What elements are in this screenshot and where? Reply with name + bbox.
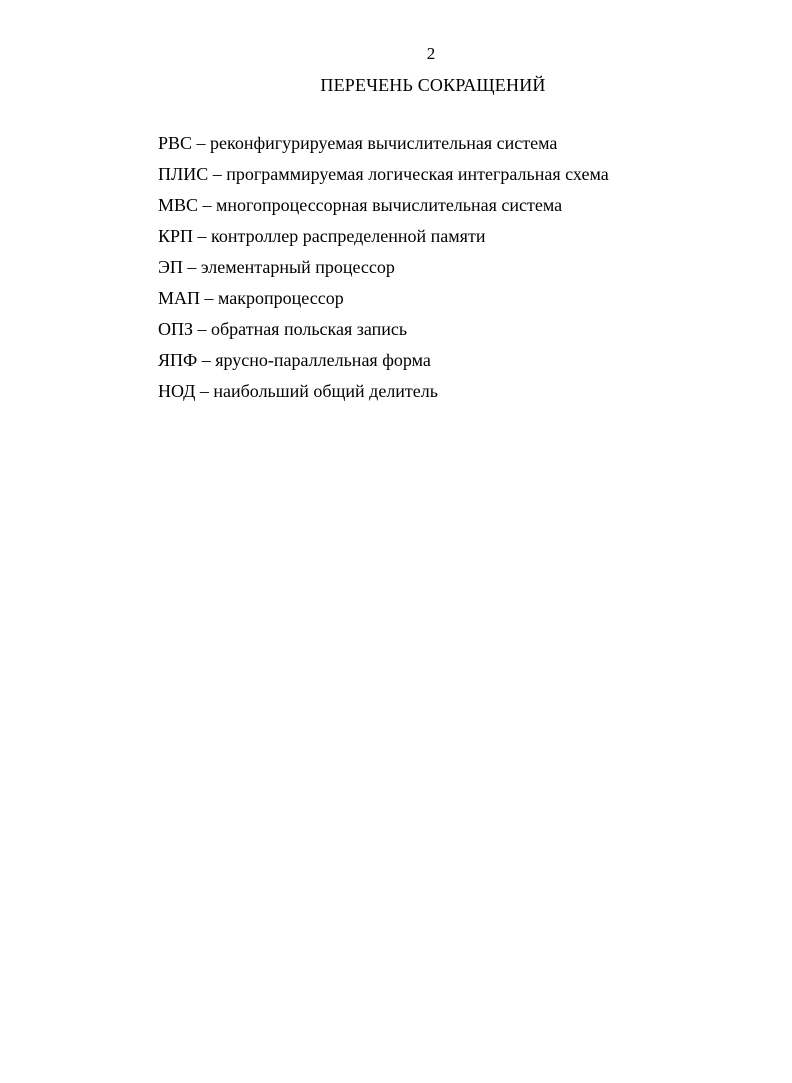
abbreviation-term: КРП — [158, 226, 194, 246]
abbreviation-separator: – — [202, 195, 212, 215]
abbreviation-item — [158, 376, 609, 407]
abbreviation-item — [158, 128, 609, 159]
abbreviation-term: ОПЗ — [158, 319, 194, 339]
abbreviation-separator: – — [199, 381, 209, 401]
abbreviation-term: НОД — [158, 381, 196, 401]
abbreviation-item — [158, 283, 609, 314]
page-number: 2 — [426, 44, 436, 63]
abbreviation-definition: ярусно-параллельная форма — [215, 350, 431, 370]
abbreviation-term: МАП — [158, 288, 201, 308]
abbreviation-definition: наибольший общий делитель — [213, 381, 438, 401]
abbreviation-item — [158, 159, 609, 190]
page-title: ПЕРЕЧЕНЬ СОКРАЩЕНИЙ — [320, 75, 546, 95]
abbreviation-term: ЯПФ — [158, 350, 198, 370]
abbreviation-separator: – — [212, 164, 222, 184]
abbreviation-item — [158, 252, 609, 283]
abbreviation-definition: программируемая логическая интегральная схема — [226, 164, 609, 184]
abbreviation-separator: – — [187, 257, 197, 277]
abbreviation-separator: – — [197, 319, 207, 339]
abbreviation-definition: реконфигурируемая вычислительная система — [210, 133, 558, 153]
abbreviation-item — [158, 314, 609, 345]
abbreviation-separator: – — [204, 288, 214, 308]
abbreviation-term: МВС — [158, 195, 199, 215]
abbreviation-term: ЭП — [158, 257, 183, 277]
abbreviation-term: РВС — [158, 133, 193, 153]
abbreviation-term: ПЛИС — [158, 164, 209, 184]
abbreviation-definition: макропроцессор — [218, 288, 344, 308]
abbreviation-definition: обратная польская запись — [211, 319, 408, 339]
abbreviation-definition: многопроцессорная вычислительная система — [216, 195, 563, 215]
abbreviation-definition: элементарный процессор — [200, 257, 395, 277]
abbreviation-item — [158, 190, 609, 221]
abbreviation-list — [158, 128, 609, 407]
abbreviation-item — [158, 221, 609, 252]
abbreviation-item — [158, 345, 609, 376]
abbreviation-separator: – — [197, 226, 207, 246]
abbreviation-separator: – — [201, 350, 211, 370]
abbreviation-separator: – — [196, 133, 206, 153]
abbreviation-definition: контроллер распределенной памяти — [211, 226, 486, 246]
